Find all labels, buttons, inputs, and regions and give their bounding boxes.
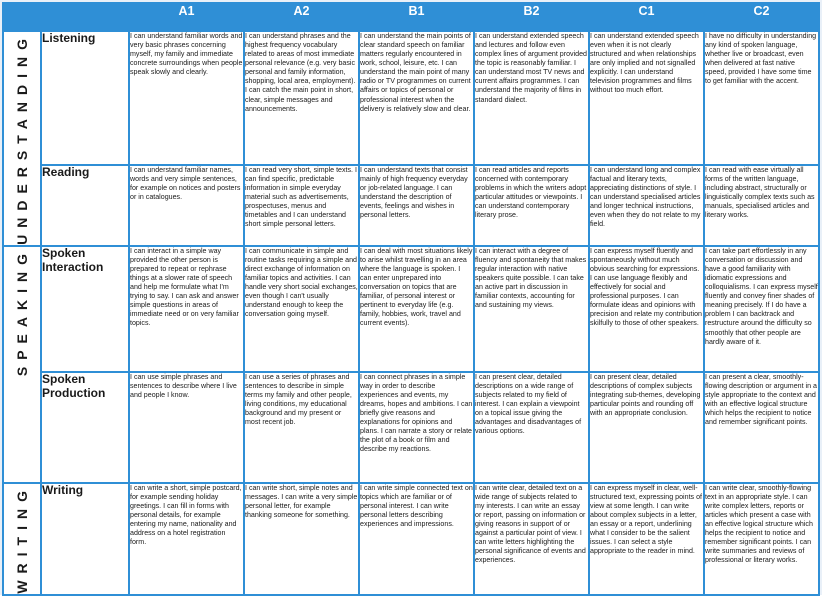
skill-name-spoken-interaction: Spoken Interaction [42,245,104,274]
band-label-speaking: SPEAKING [14,246,30,376]
descriptor-reading-c1: I can understand long and complex factual and literary texts, appreciating distinctions of style. I can understand specialised articles and longer technical instructions, even when they do not relate to my field. [589,165,704,246]
descriptor-spoken-interaction-a2: I can communicate in simple and routine tasks requiring a simple and direct exchange of information on familiar topics and activities. I can handle very short social exchanges, even though I can't usually understand enough to keep the conversation going myself. [244,246,359,372]
level-header-a1: A1 [129,3,244,31]
descriptor-writing-c2: I can write clear, smoothly-flowing text in an appropriate style. I can write complex letters, reports or articles which present a case with an effective logical structure which helps the recipient to notice and remember significant points. I can write summaries and reviews of professional or literary works. [704,483,819,595]
descriptor-reading-b2: I can read articles and reports concerned with contemporary problems in which the writers adopt particular attitudes or viewpoints. I can understand contemporary literary prose. [474,165,589,246]
skill-row-writing [3,483,819,595]
descriptor-spoken-production-a2: I can use a series of phrases and sentences to describe in simple terms my family and other people, living conditions, my educational background and my present or most recent job. [244,372,359,483]
skill-name-spoken-production: Spoken Production [42,371,106,400]
descriptor-listening-c2: I have no difficulty in understanding any kind of spoken language, whether live or broadcast, even when delivered at fast native speed, provided I have some time to get familiar with the accent. [704,31,819,165]
descriptor-spoken-production-c1: I can present clear, detailed descriptions of complex subjects integrating sub-themes, developing particular points and rounding off with an appropriate conclusion. [589,372,704,483]
self-assessment-grid [2,2,820,596]
descriptor-writing-c1: I can express myself in clear, well-structured text, expressing points of view at some length. I can write about complex subjects in a letter, an essay or a report, underlining what I consider to be the salient issues. I can select a style appropriate to the reader in mind. [589,483,704,595]
level-header-b1: B1 [359,3,474,31]
level-header-a2: A2 [244,3,359,31]
skill-name-reading: Reading [42,164,90,179]
descriptor-writing-a1: I can write a short, simple postcard, for example sending holiday greetings. I can fill in forms with personal details, for example entering my name, nationality and address on a hotel registration form. [129,483,244,595]
descriptor-spoken-production-b1: I can connect phrases in a simple way in order to describe experiences and events, my dreams, hopes and ambitions. I can briefly give reasons and explanations for opinions and plans. I can narrate a story or relate the plot of a book or film and describe my reactions. [359,372,474,483]
skill-reading [41,165,129,246]
descriptor-reading-a2: I can read very short, simple texts. I can find specific, predictable information in simple everyday material such as advertisements, prospectuses, menus and timetables and I can understand short simple personal letters. [244,165,359,246]
band-label-understanding: UNDERSTANDING [14,32,30,245]
descriptor-reading-b1: I can understand texts that consist mainly of high frequency everyday or job-related language. I can understand the description of events, feelings and wishes in personal letters. [359,165,474,246]
level-header-c1: C1 [589,3,704,31]
band-understanding [3,31,41,246]
descriptor-spoken-interaction-a1: I can interact in a simple way provided the other person is prepared to repeat or rephrase things at a slower rate of speech and help me formulate what I'm trying to say. I can ask and answer simple questions in areas of immediate need or on very familiar topics. [129,246,244,372]
descriptor-spoken-interaction-c1: I can express myself fluently and spontaneously without much obvious searching for expressions. I can use language flexibly and effectively for social and professional purposes. I can formulate ideas and opinions with precision and relate my contribution skilfully to those of other speakers. [589,246,704,372]
level-header-row [3,3,819,31]
skill-name-writing: Writing [42,482,84,497]
skill-name-listening: Listening [42,31,96,45]
descriptor-listening-a2: I can understand phrases and the highest frequency vocabulary related to areas of most immediate personal relevance (e.g. very basic personal and family information, shopping, local area, employment). I can catch the main point in short, clear, simple messages and announcements. [244,31,359,165]
descriptor-writing-b1: I can write simple connected text on topics which are familiar or of personal interest. I can write personal letters describing experiences and impressions. [359,483,474,595]
band-writing [3,483,41,595]
descriptor-listening-a1: I can understand familiar words and very basic phrases concerning myself, my family and immediate concrete surroundings when people speak slowly and clearly. [129,31,244,165]
skill-writing [41,483,129,595]
skill-spoken-production [41,372,129,483]
descriptor-listening-b1: I can understand the main points of clear standard speech on familiar matters regularly encountered in work, school, leisure, etc. I can understand the main point of many radio or TV programmes on current affairs or topics of personal or professional interest when the delivery is relatively slow and clear. [359,31,474,165]
skill-row-reading [3,165,819,246]
skill-row-listening [3,31,819,165]
band-speaking [3,246,41,483]
skill-listening [41,31,129,165]
descriptor-reading-c2: I can read with ease virtually all forms of the written language, including abstract, structurally or linguistically complex texts such as manuals, specialised articles and literary works. [704,165,819,246]
skill-row-spoken-production [3,372,819,483]
descriptor-spoken-interaction-c2: I can take part effortlessly in any conversation or discussion and have a good familiarity with idiomatic expressions and colloquialisms. I can express myself fluently and convey finer shades of meaning precisely. If I do have a problem I can backtrack and restructure around the difficulty so smoothly that other people are hardly aware of it. [704,246,819,372]
descriptor-spoken-production-c2: I can present a clear, smoothly-flowing description or argument in a style appropriate to the context and with an effective logical structure which helps the recipient to notice and remember significant points. [704,372,819,483]
descriptor-spoken-production-b2: I can present clear, detailed descriptions on a wide range of subjects related to my field of interest. I can explain a viewpoint on a topical issue giving the advantages and disadvantages of various options. [474,372,589,483]
descriptor-reading-a1: I can understand familiar names, words and very simple sentences, for example on notices and posters or in catalogues. [129,165,244,246]
descriptor-spoken-production-a1: I can use simple phrases and sentences to describe where I live and people I know. [129,372,244,483]
descriptor-spoken-interaction-b1: I can deal with most situations likely to arise whilst travelling in an area where the language is spoken. I can enter unprepared into conversation on topics that are familiar, of personal interest or pertinent to everyday life (e.g. family, hobbies, work, travel and current events). [359,246,474,372]
header-corner [3,3,129,31]
descriptor-writing-a2: I can write short, simple notes and messages. I can write a very simple personal letter, for example thanking someone for something. [244,483,359,595]
band-label-writing: WRITING [14,483,30,594]
descriptor-spoken-interaction-b2: I can interact with a degree of fluency and spontaneity that makes regular interaction with native speakers quite possible. I can take an active part in discussion in familiar contexts, accounting for and sustaining my views. [474,246,589,372]
skill-spoken-interaction [41,246,129,372]
descriptor-listening-b2: I can understand extended speech and lectures and follow even complex lines of argument provided the topic is reasonably familiar. I can understand most TV news and current affairs programmes. I can understand the majority of films in standard dialect. [474,31,589,165]
descriptor-listening-c1: I can understand extended speech even when it is not clearly structured and when relationships are only implied and not signalled explicitly. I can understand television programmes and films without too much effort. [589,31,704,165]
skill-row-spoken-interaction [3,246,819,372]
descriptor-writing-b2: I can write clear, detailed text on a wide range of subjects related to my interests. I can write an essay or report, passing on information or giving reasons in support of or against a particular point of view. I can write letters highlighting the personal significance of events and experiences. [474,483,589,595]
level-header-c2: C2 [704,3,819,31]
level-header-b2: B2 [474,3,589,31]
